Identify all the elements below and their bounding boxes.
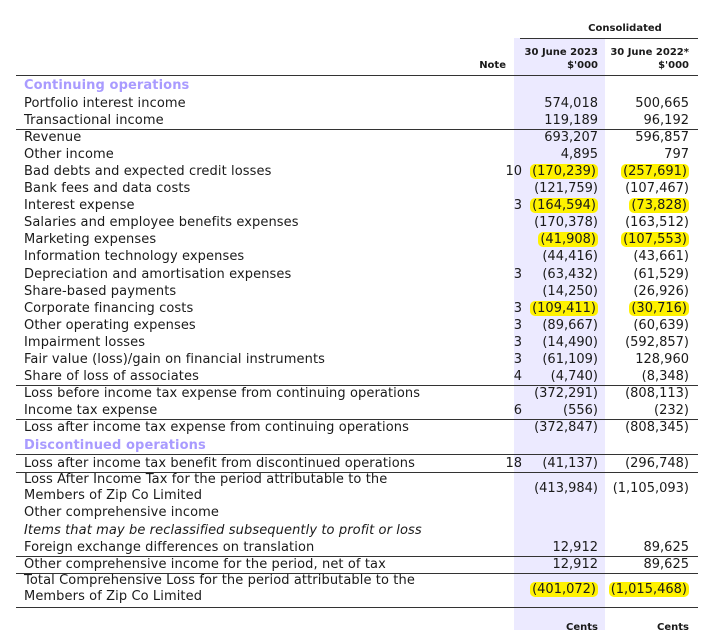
row-label: Income tax expense — [24, 403, 158, 419]
row-label: Bad debts and expected credit losses — [24, 163, 272, 179]
value-2022-highlighted: (107,553) — [623, 232, 687, 248]
table-row — [16, 539, 698, 557]
value-2022: (163,512) — [625, 215, 689, 231]
row-label: Loss before income tax expense from continuing operations — [24, 386, 421, 402]
row-label: Corporate financing costs — [24, 300, 194, 316]
value-2022-highlighted: (257,691) — [623, 163, 687, 179]
value-2023: (121,759) — [534, 181, 598, 196]
row-note: 3 — [513, 317, 522, 333]
row-label: Bank fees and data costs — [24, 181, 191, 196]
value-2022: 128,960 — [635, 352, 689, 367]
row-note: 4 — [513, 369, 522, 385]
value-2023: (413,984) — [534, 481, 598, 496]
row-note: 18 — [505, 455, 522, 471]
row-label — [24, 573, 415, 605]
row-label: Discontinued operations — [24, 437, 206, 453]
table-row — [16, 112, 698, 130]
table-row — [16, 180, 698, 197]
row-label: Fair value (loss)/gain on financial instruments — [24, 352, 326, 367]
row-label: Items that may be reclassified subsequently to profit or loss — [24, 522, 422, 538]
row-label: Loss after income tax benefit from discontinued operations — [24, 455, 415, 471]
value-2023: (372,847) — [534, 420, 598, 436]
value-2022: (61,529) — [633, 266, 689, 282]
table-row — [16, 402, 698, 420]
table-row — [16, 504, 698, 521]
table-row — [16, 334, 698, 351]
row-label — [24, 472, 387, 504]
table-row — [16, 214, 698, 231]
value-2023: (61,109) — [542, 352, 598, 367]
value-2022: 89,625 — [643, 539, 689, 555]
row-note: 6 — [513, 403, 522, 419]
row-label: Share-based payments — [24, 283, 177, 299]
table-row — [16, 455, 698, 473]
row-label: Transactional income — [24, 112, 164, 128]
table-row — [16, 368, 698, 386]
table-row — [16, 266, 698, 283]
col1-cents-header: Cents — [566, 622, 598, 633]
value-2023: (41,137) — [542, 455, 598, 471]
table-row — [16, 351, 698, 368]
value-2022: (808,345) — [625, 420, 689, 436]
table-row — [16, 522, 698, 539]
row-label-line2: Members of Zip Co Limited — [24, 488, 203, 503]
value-2023: 4,895 — [560, 146, 598, 162]
value-2023: 119,189 — [544, 112, 598, 128]
value-2022: 797 — [664, 146, 689, 162]
consolidated-header-rule — [520, 38, 698, 39]
row-label: Other comprehensive income for the period, net of tax — [24, 556, 386, 572]
table-row — [16, 129, 698, 146]
col2-date-header: 30 June 2022* — [610, 47, 689, 58]
col1-unit-header: $'000 — [567, 60, 598, 71]
col1-date-header: 30 June 2023 — [524, 47, 598, 58]
note-header: Note — [479, 60, 506, 71]
value-2022: (26,926) — [633, 283, 689, 299]
table-row — [16, 197, 698, 214]
value-2023: 12,912 — [552, 556, 598, 572]
value-2023: 693,207 — [544, 129, 598, 145]
table-row — [16, 317, 698, 334]
value-2023: (170,378) — [534, 215, 598, 231]
table-row — [16, 77, 698, 94]
table-row — [16, 385, 698, 402]
col2-cents-header: Cents — [657, 622, 689, 633]
row-note: 10 — [505, 163, 522, 179]
value-2023-highlighted: (41,908) — [540, 232, 596, 248]
row-note: 3 — [513, 198, 522, 214]
value-2022: (232) — [654, 403, 689, 419]
row-label: Portfolio interest income — [24, 95, 186, 111]
value-2022: (1,105,093) — [612, 481, 689, 496]
value-2023: (14,490) — [542, 334, 598, 350]
table-row — [16, 283, 698, 300]
header-rule — [16, 75, 698, 76]
row-label: Loss after income tax expense from continuing operations — [24, 420, 409, 436]
value-2022-highlighted: (1,015,468) — [610, 582, 687, 597]
table-row — [16, 437, 698, 455]
value-2022: (592,857) — [625, 334, 689, 350]
table-row — [16, 556, 698, 574]
table-row — [16, 472, 698, 506]
value-2022-highlighted: (30,716) — [631, 300, 687, 316]
row-label: Share of loss of associates — [24, 369, 199, 385]
value-2022: 596,857 — [635, 129, 689, 145]
row-label: Other income — [24, 146, 114, 162]
value-2022: 96,192 — [643, 112, 689, 128]
table-row — [16, 231, 698, 248]
row-label: Foreign exchange differences on translation — [24, 539, 315, 555]
value-2023: (44,416) — [542, 249, 598, 265]
value-2023: (89,667) — [542, 317, 598, 333]
value-2023: 12,912 — [552, 539, 598, 555]
col2-unit-header: $'000 — [658, 60, 689, 71]
row-label: Revenue — [24, 129, 82, 145]
table-row — [16, 573, 698, 608]
row-label: Impairment losses — [24, 334, 146, 350]
row-label-line1: Total Comprehensive Loss for the period attributable to the — [24, 573, 415, 588]
value-2022: (296,748) — [625, 455, 689, 471]
value-2023: (4,740) — [550, 369, 598, 385]
value-2023: (63,432) — [542, 266, 598, 282]
row-label-line2: Members of Zip Co Limited — [24, 589, 203, 604]
value-2022: (808,113) — [625, 386, 689, 402]
row-label: Salaries and employee benefits expenses — [24, 215, 299, 231]
value-2022: (60,639) — [633, 317, 689, 333]
table-row — [16, 163, 698, 180]
value-2022: 89,625 — [643, 556, 689, 572]
value-2023-highlighted: (109,411) — [532, 300, 596, 316]
value-2022: (107,467) — [625, 181, 689, 196]
row-label: Marketing expenses — [24, 232, 157, 248]
row-label: Other operating expenses — [24, 317, 196, 333]
value-2022-highlighted: (73,828) — [631, 198, 687, 214]
value-2022: (8,348) — [641, 369, 689, 385]
table-row — [16, 248, 698, 265]
row-label: Other comprehensive income — [24, 505, 220, 520]
row-note: 3 — [513, 266, 522, 282]
table-row — [16, 95, 698, 112]
table-row — [16, 300, 698, 317]
value-2023-highlighted: (164,594) — [532, 198, 596, 214]
row-note: 3 — [513, 334, 522, 350]
value-2022: (43,661) — [633, 249, 689, 265]
row-label-line1: Loss After Income Tax for the period attributable to the — [24, 472, 388, 487]
value-2023: (372,291) — [534, 386, 598, 402]
value-2023-highlighted: (170,239) — [532, 163, 596, 179]
consolidated-header: Consolidated — [588, 23, 662, 34]
row-note: 3 — [513, 300, 522, 316]
value-2023: 574,018 — [544, 95, 598, 111]
row-label: Interest expense — [24, 198, 135, 214]
row-label: Information technology expenses — [24, 249, 245, 265]
row-label: Depreciation and amortisation expenses — [24, 266, 292, 282]
table-row — [16, 146, 698, 163]
table-row — [16, 419, 698, 436]
value-2023-highlighted: (401,072) — [532, 582, 596, 597]
value-2023: (14,250) — [542, 283, 598, 299]
value-2022: 500,665 — [635, 95, 689, 111]
row-note: 3 — [513, 352, 522, 367]
value-2023: (556) — [563, 403, 598, 419]
row-label: Continuing operations — [24, 78, 190, 93]
